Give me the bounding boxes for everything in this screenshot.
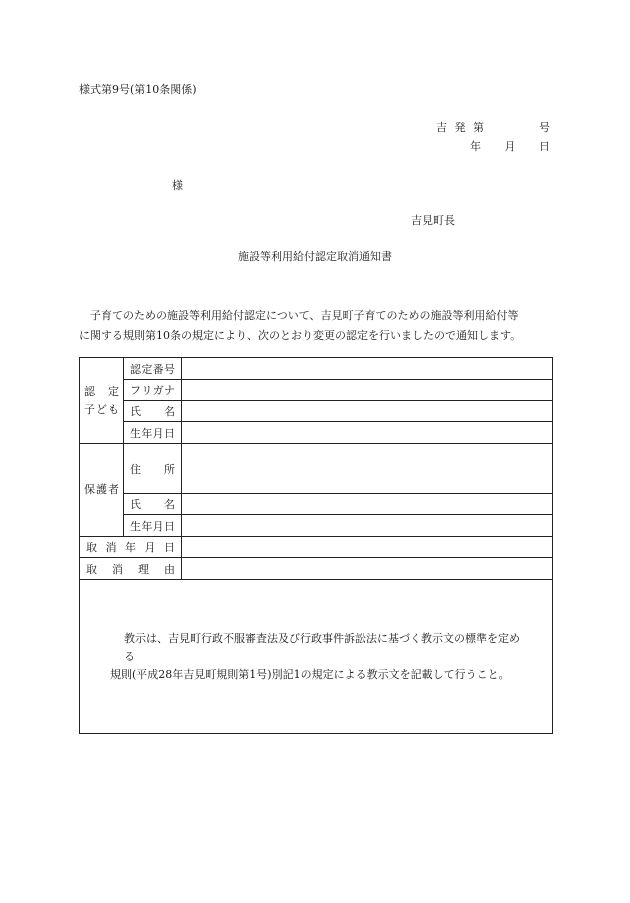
label-char: 消 bbox=[105, 541, 117, 554]
cancel-date-value[interactable] bbox=[182, 537, 553, 558]
table-row bbox=[80, 537, 553, 558]
cancel-reason-value[interactable] bbox=[182, 558, 553, 580]
label-char: 者 bbox=[108, 483, 119, 496]
form-number: 様式第9号(第10条関係) bbox=[79, 83, 197, 96]
guardian-birthdate-value[interactable] bbox=[182, 515, 553, 537]
info-table bbox=[79, 357, 553, 734]
label-char: 保 bbox=[84, 483, 95, 496]
label-char: 月 bbox=[152, 519, 164, 533]
doc-number-char: 号 bbox=[539, 121, 550, 134]
table-row bbox=[80, 558, 553, 580]
guardian-name-label bbox=[124, 494, 182, 515]
child-name-value[interactable] bbox=[182, 401, 553, 422]
child-name-label bbox=[124, 401, 182, 422]
addressee-honorific: 様 bbox=[172, 179, 183, 192]
furigana-label bbox=[124, 380, 182, 401]
label-char: 定 bbox=[108, 384, 119, 398]
document-number bbox=[436, 119, 550, 135]
label-char: 番 bbox=[152, 362, 164, 376]
label-char: 取 bbox=[86, 562, 97, 576]
label-char: 消 bbox=[112, 562, 123, 576]
body-text bbox=[79, 306, 553, 346]
label-char: 年 bbox=[141, 519, 153, 533]
label-char: 護 bbox=[96, 483, 107, 496]
label-char: 由 bbox=[164, 562, 175, 576]
label-char: フ bbox=[130, 384, 141, 397]
table-row bbox=[80, 401, 553, 422]
notice-cell bbox=[80, 580, 553, 734]
cert-number-label bbox=[124, 358, 182, 380]
issue-date bbox=[470, 138, 550, 154]
label-char: 日 bbox=[164, 541, 175, 554]
label-char: 年 bbox=[141, 426, 153, 440]
table-row bbox=[80, 494, 553, 515]
cancel-date-label bbox=[80, 537, 182, 558]
date-day: 日 bbox=[539, 140, 550, 153]
doc-number-blank bbox=[492, 119, 532, 135]
label-char: 認 bbox=[130, 362, 141, 376]
notice-line: 教示は、吉見町行政不服審査法及び行政事件訴訟法に基づく教示文の標準を定める bbox=[124, 631, 520, 663]
label-char: 生 bbox=[130, 519, 141, 533]
label-char: 子 bbox=[84, 402, 95, 416]
label-char: 氏 bbox=[130, 498, 141, 511]
label-char: 日 bbox=[163, 519, 175, 533]
label-char: 認 bbox=[84, 384, 95, 398]
body-line: に関する規則第10条の規定により、次のとおり変更の認定を行いましたので通知します。 bbox=[79, 329, 522, 342]
label-char: ど bbox=[96, 402, 107, 416]
body-line: 子育てのための施設等利用給付認定について、吉見町子育てのための施設等利用給付等 bbox=[90, 309, 519, 322]
table-row bbox=[80, 358, 553, 380]
doc-number-char: 発 bbox=[454, 121, 466, 134]
label-char: 取 bbox=[86, 541, 97, 554]
table-row bbox=[80, 580, 553, 734]
notice-line: 規則(平成28年吉見町規則第1号)別記1の規定による教示文を記載して行うこと。 bbox=[110, 667, 510, 681]
label-char: 氏 bbox=[130, 405, 141, 418]
guardian-group-label bbox=[80, 444, 124, 537]
label-char: 月 bbox=[152, 426, 164, 440]
label-char: 年 bbox=[125, 541, 136, 554]
child-birthdate-label bbox=[124, 422, 182, 444]
label-char: リ bbox=[141, 384, 153, 397]
child-group-label bbox=[80, 358, 124, 444]
label-char: ナ bbox=[163, 384, 175, 397]
label-char: 所 bbox=[164, 462, 175, 476]
date-month: 月 bbox=[504, 140, 516, 153]
label-char: 月 bbox=[144, 541, 156, 554]
doc-number-char: 第 bbox=[473, 121, 484, 134]
table-row bbox=[80, 380, 553, 401]
table-row bbox=[80, 515, 553, 537]
cancel-reason-label bbox=[80, 558, 182, 580]
label-char: 理 bbox=[138, 562, 149, 576]
label-char: 日 bbox=[163, 426, 175, 440]
furigana-value[interactable] bbox=[182, 380, 553, 401]
address-label bbox=[124, 444, 182, 494]
guardian-birthdate-label bbox=[124, 515, 182, 537]
address-value[interactable] bbox=[182, 444, 553, 494]
notice-text bbox=[86, 630, 546, 684]
label-char: 定 bbox=[141, 362, 153, 376]
label-char: 名 bbox=[164, 498, 175, 511]
label-char: 号 bbox=[163, 362, 175, 376]
document-title: 施設等利用給付認定取消通知書 bbox=[238, 250, 392, 263]
child-birthdate-value[interactable] bbox=[182, 422, 553, 444]
issuer: 吉見町長 bbox=[411, 214, 455, 227]
label-char: 住 bbox=[130, 462, 141, 476]
label-char: も bbox=[108, 402, 119, 416]
table-row bbox=[80, 444, 553, 494]
table-row bbox=[80, 422, 553, 444]
date-year: 年 bbox=[470, 140, 481, 153]
label-char: 生 bbox=[130, 426, 141, 440]
label-char: ガ bbox=[152, 384, 164, 397]
doc-number-char: 吉 bbox=[436, 121, 447, 134]
label-char: 名 bbox=[164, 405, 175, 418]
cert-number-value[interactable] bbox=[182, 358, 553, 380]
guardian-name-value[interactable] bbox=[182, 494, 553, 515]
